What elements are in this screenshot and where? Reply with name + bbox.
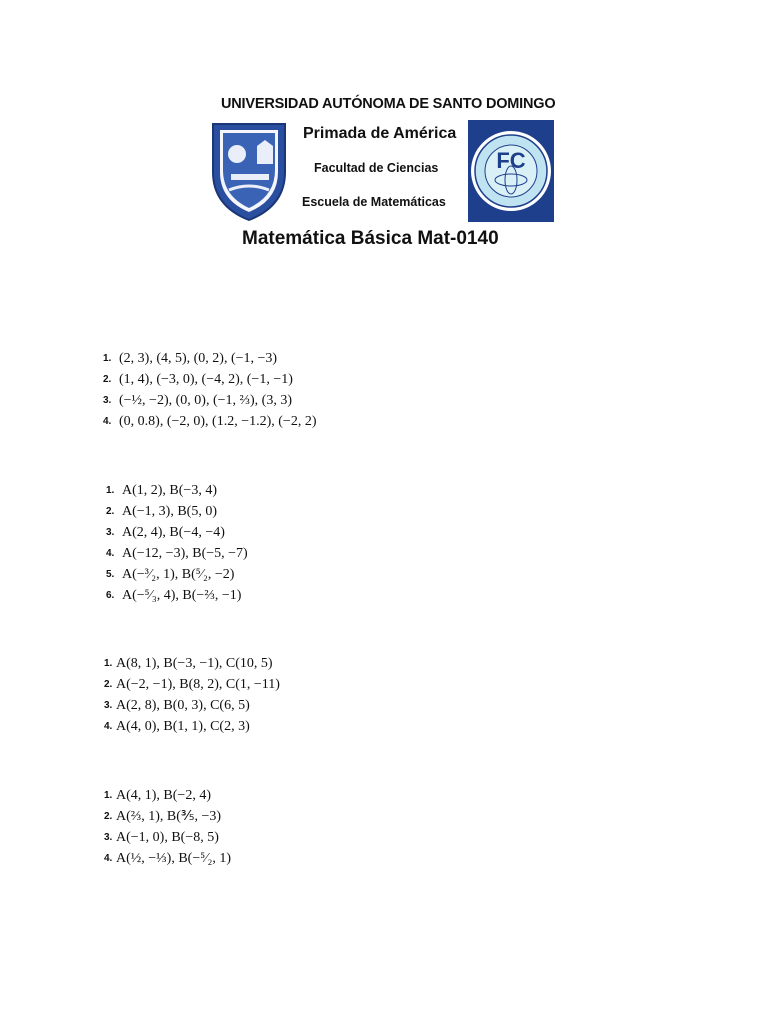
exercise-expression: A(2, 8), B(0, 3), C(6, 5) [116, 697, 250, 713]
exercise-expression: A(−⁵⁄₃, 4), B(−⅔, −1) [122, 587, 242, 603]
exercise-s4-2 [104, 806, 221, 827]
exercise-number: 2. [106, 506, 115, 517]
exercise-number: 3. [104, 832, 113, 843]
exercise-s3-3 [104, 695, 250, 716]
exercise-s3-4 [104, 716, 250, 737]
exercise-expression: (1, 4), (−3, 0), (−4, 2), (−1, −1) [119, 371, 293, 387]
exercise-expression: A(1, 2), B(−3, 4) [122, 482, 217, 498]
exercise-expression: (0, 0.8), (−2, 0), (1.2, −1.2), (−2, 2) [119, 413, 317, 429]
exercise-number: 1. [103, 353, 112, 364]
exercise-expression: A(−1, 0), B(−8, 5) [116, 829, 219, 845]
exercise-number: 3. [103, 395, 112, 406]
exercise-expression: A(−2, −1), B(8, 2), C(1, −11) [116, 676, 280, 692]
exercise-s1-4 [103, 411, 316, 432]
exercise-number: 2. [103, 374, 112, 385]
exercise-s2-4 [106, 543, 248, 564]
exercise-number: 6. [106, 590, 115, 601]
header-faculty: Facultad de Ciencias [314, 161, 439, 175]
exercise-expression: A(4, 1), B(−2, 4) [116, 787, 211, 803]
exercise-s2-5 [106, 564, 234, 585]
exercise-number: 1. [106, 485, 115, 496]
exercise-expression: A(2, 4), B(−4, −4) [122, 524, 225, 540]
exercise-s1-3 [103, 390, 292, 411]
faculty-seal-logo [468, 120, 554, 222]
exercise-number: 4. [103, 416, 112, 427]
exercise-number: 4. [106, 548, 115, 559]
exercise-s2-6 [106, 585, 241, 606]
exercise-number: 4. [104, 721, 113, 732]
exercise-number: 2. [104, 679, 113, 690]
exercise-number: 4. [104, 853, 113, 864]
university-name: UNIVERSIDAD AUTÓNOMA DE SANTO DOMINGO [221, 96, 556, 112]
exercise-s4-4 [104, 848, 231, 869]
exercise-number: 2. [104, 811, 113, 822]
exercise-s4-3 [104, 827, 219, 848]
faculty-seal-initials: FC [496, 148, 526, 173]
exercise-number: 5. [106, 569, 115, 580]
header-school: Escuela de Matemáticas [302, 195, 446, 209]
exercise-s2-2 [106, 501, 217, 522]
exercise-s2-3 [106, 522, 225, 543]
exercise-expression: A(⅔, 1), B(⅗, −3) [116, 809, 222, 824]
exercise-expression: A(8, 1), B(−3, −1), C(10, 5) [116, 655, 273, 671]
exercise-expression: A(½, −⅓), B(−⁵⁄₂, 1) [116, 850, 231, 866]
exercise-s2-1 [106, 480, 217, 501]
exercise-number: 3. [106, 527, 115, 538]
exercise-number: 1. [104, 658, 113, 669]
exercise-expression: A(4, 0), B(1, 1), C(2, 3) [116, 718, 250, 734]
exercise-number: 3. [104, 700, 113, 711]
course-title: Matemática Básica Mat-0140 [242, 228, 499, 249]
exercise-expression: (−½, −2), (0, 0), (−1, ⅔), (3, 3) [119, 392, 292, 408]
exercise-s1-1 [103, 348, 277, 369]
exercise-s3-1 [104, 653, 273, 674]
exercise-expression: A(−12, −3), B(−5, −7) [122, 545, 248, 561]
exercise-number: 1. [104, 790, 113, 801]
exercise-s3-2 [104, 674, 280, 695]
exercise-s4-1 [104, 785, 211, 806]
university-seal-logo [207, 120, 291, 222]
exercise-expression: A(−1, 3), B(5, 0) [122, 503, 217, 519]
header-primada: Primada de América [303, 125, 457, 142]
exercise-expression: (2, 3), (4, 5), (0, 2), (−1, −3) [119, 350, 278, 366]
exercise-expression: A(−³⁄₂, 1), B(⁵⁄₂, −2) [122, 566, 235, 582]
exercise-s1-2 [103, 369, 293, 390]
